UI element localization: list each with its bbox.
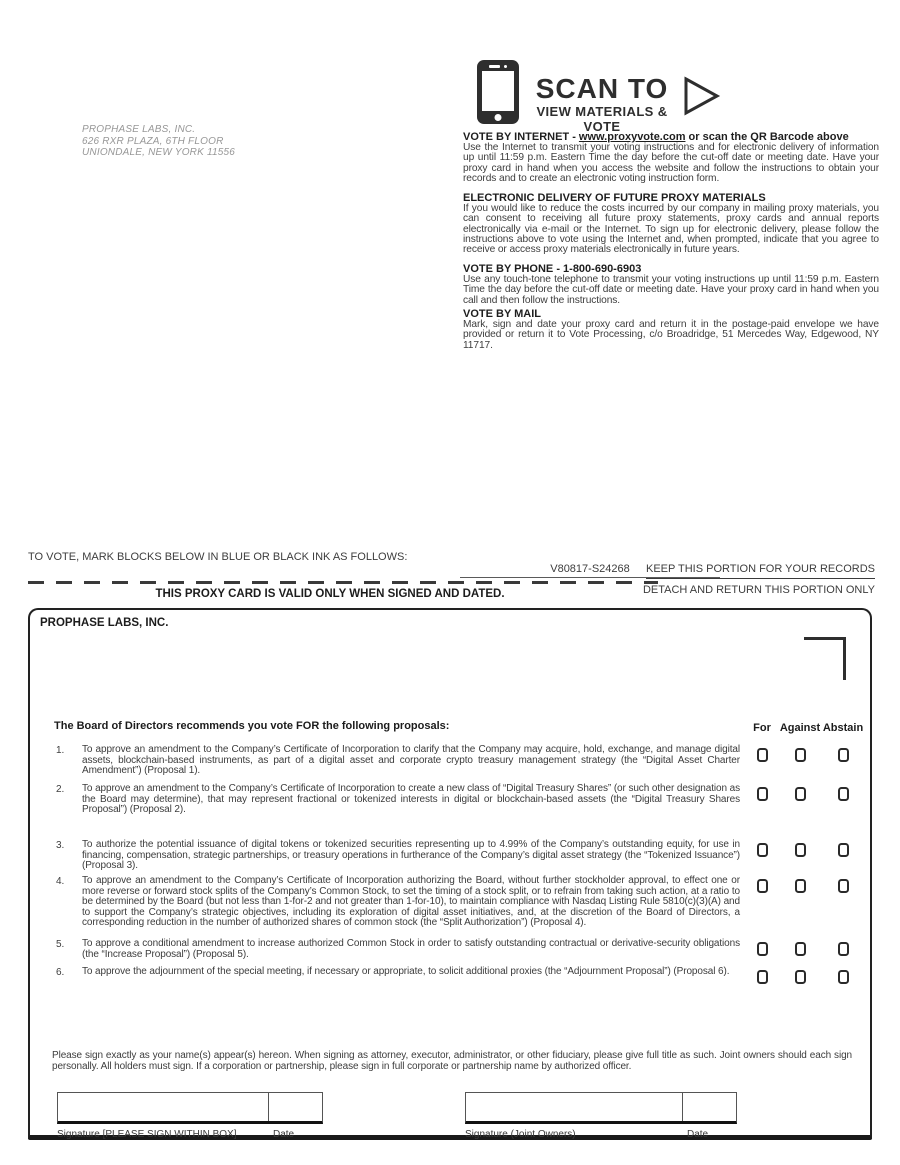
checkbox-proposal-3-against[interactable] [795,843,806,857]
signature-group-primary [57,1092,323,1140]
checkbox-proposal-5-abstain[interactable] [838,942,849,956]
date-input-primary[interactable] [268,1093,322,1121]
signature-box-frame [57,1092,323,1124]
mailing-address [82,124,235,159]
signature-input-primary[interactable] [58,1093,268,1121]
vote-by-mail-heading: VOTE BY MAIL [463,308,542,320]
signature-label-joint: Signature (Joint Owners) [465,1129,576,1140]
scan-to-subtitle: VIEW MATERIALS & VOTE [536,104,668,134]
address-line-3: UNIONDALE, NEW YORK 11556 [82,147,236,158]
checkbox-proposal-6-for[interactable] [757,970,768,984]
vote-by-mail-section [463,308,879,351]
signature-label-primary: Signature [PLEASE SIGN WITHIN BOX] [57,1129,237,1140]
scan-to-title: SCAN TO [535,73,669,104]
vote-by-internet-heading-pre: VOTE BY INTERNET - [463,131,579,143]
proposal-1-number: 1. [56,745,65,756]
detach-note: DETACH AND RETURN THIS PORTION ONLY [642,584,875,596]
board-recommendation: The Board of Directors recommends you vote FOR the following proposals: [54,720,450,732]
checkbox-proposal-6-against[interactable] [795,970,806,984]
checkbox-proposal-4-against[interactable] [795,879,806,893]
proposal-4-text: To approve an amendment to the Company’s Certificate of Incorporation authorizing the Board, without further stockholder approval, to effect one or more reverse or forward stock splits of the Company’s Common Stock, to set the timing of a stock split, or to refrain from taking such action, at a ratio to be determined by the Board (but not less than 1-for-2 and not greater than 1-for-10), to maintain compliance with Nasdaq Listing Rule 5810(c)(3)(A) and to support the Company’s strategic objectives, including its exploration of digital asset initiatives, and, at the discretion of the Board of Directors, a corresponding reduction in the number of authorized shares of common stock (the “Split Authorization”) (Proposal 4). [82,875,740,929]
checkbox-proposal-1-for[interactable] [757,748,768,762]
checkbox-proposal-4-abstain[interactable] [838,879,849,893]
proposal-6-number: 6. [56,967,65,978]
column-header-abstain: Abstain [822,722,864,734]
keep-records-note: KEEP THIS PORTION FOR YOUR RECORDS [646,563,875,579]
signature-group-joint [465,1092,737,1140]
electronic-delivery-section [463,192,879,255]
checkbox-proposal-3-for[interactable] [757,843,768,857]
corner-bracket-mark [804,637,846,680]
proposal-3-number: 3. [56,840,65,851]
proxyvote-link[interactable]: www.proxyvote.com [578,131,686,143]
proxy-card [28,608,872,1140]
vote-by-internet-section [463,131,879,184]
checkbox-proposal-2-against[interactable] [795,787,806,801]
scan-banner [527,74,677,134]
proposal-1-text: To approve an amendment to the Company’s Certificate of Incorporation to clarify that the Company may acquire, hold, exchange, and manage digital assets, blockchain-based instruments, as part of a digital asset and corporate crypto treasury management strategy (the “Digital Asset Charter Amendment”) (Proposal 1). [82,744,740,777]
column-header-against: Against [779,722,821,734]
vote-by-phone-heading: VOTE BY PHONE - 1-800-690-6903 [463,263,642,275]
address-line-2: 626 RXR PLAZA, 6TH FLOOR [82,135,224,147]
perforation-dash-line [28,581,658,584]
checkbox-proposal-4-for[interactable] [757,879,768,893]
mark-instruction: TO VOTE, MARK BLOCKS BELOW IN BLUE OR BLACK INK AS FOLLOWS: [28,551,408,563]
proposal-2-text: To approve an amendment to the Company’s Certificate of Incorporation to create a new class of “Digital Treasury Shares” (or such other designation as the Board may determine), that may represent fractional or tokenized interests in digital or blockchain-based assets (the “Digital Treasury Shares Proposal”) (Proposal 2). [82,783,740,816]
column-header-for: For [753,722,771,734]
signature-box-frame [465,1092,737,1124]
sign-instructions: Please sign exactly as your name(s) appear(s) hereon. When signing as attorney, executor, administrator, or other fiduciary, please give full title as such. Joint owners should each sign personally. All holders must sign. If a corporation or partnership, please sign in full corporate or partnership name by authorized officer. [52,1050,852,1072]
control-number: V80817-S24268 [460,563,720,578]
vote-by-phone-body: Use any touch-tone telephone to transmit your voting instructions up until 11:59 p.m. Eastern Time the day before the cut-off date or meeting date. Have your proxy card in hand when you call and then follow the instructions. [463,274,879,306]
vote-by-phone-section [463,263,879,306]
address-line-1: PROPHASE LABS, INC. [82,124,196,135]
date-label-joint: Date [687,1129,709,1140]
proposal-3-text: To authorize the potential issuance of digital tokens or tokenized securities representing up to 4.99% of the Company’s outstanding equity, for use in financing, compensation, strategic partnerships, or treasury operations in furtherance of the Company’s digital asset strategy (the “Tokenized Issuance”) (Proposal 3). [82,839,740,872]
date-label-primary: Date [273,1129,295,1140]
electronic-delivery-heading: ELECTRONIC DELIVERY OF FUTURE PROXY MATERIALS [463,192,766,204]
proposal-5-number: 5. [56,939,65,950]
proposal-2-number: 2. [56,784,65,795]
date-input-joint[interactable] [682,1093,736,1121]
smartphone-icon [477,60,519,124]
checkbox-proposal-2-for[interactable] [757,787,768,801]
arrow-right-icon [683,74,721,123]
proposal-5-text: To approve a conditional amendment to increase authorized Common Stock in order to satisfy outstanding contractual or derivative-security obligations (the “Increase Proposal”) (Proposal 5). [82,938,740,960]
company-name: PROPHASE LABS, INC. [40,617,169,629]
checkbox-proposal-6-abstain[interactable] [838,970,849,984]
checkbox-proposal-2-abstain[interactable] [838,787,849,801]
vote-by-mail-body: Mark, sign and date your proxy card and return it in the postage-paid envelope we have provided or return it to Vote Processing, c/o Broadridge, 51 Mercedes Way, Edgewood, NY 11717. [463,319,879,351]
checkbox-proposal-5-against[interactable] [795,942,806,956]
proposal-6-text: To approve the adjournment of the special meeting, if necessary or appropriate, to solicit additional proxies (the “Adjournment Proposal”) (Proposal 6). [82,966,730,977]
validity-note: THIS PROXY CARD IS VALID ONLY WHEN SIGNED AND DATED. [155,588,505,600]
signature-input-joint[interactable] [466,1093,682,1121]
vote-by-internet-body: Use the Internet to transmit your voting instructions and for electronic delivery of information up until 11:59 p.m. Eastern Time the day before the cut-off date or meeting date. Have your proxy card in hand when you access the website and follow the instructions to obtain your records and to create an electronic voting instruction form. [463,142,879,184]
vote-by-internet-heading-post: or scan the QR Barcode above [685,131,849,143]
electronic-delivery-body: If you would like to reduce the costs incurred by our company in mailing proxy materials, you can consent to receiving all future proxy statements, proxy cards and annual reports electronically via e-mail or the Internet. To sign up for electronic delivery, please follow the instructions above to vote using the Internet and, when prompted, indicate that you agree to receive or access proxy materials electronically in future years. [463,203,879,256]
checkbox-proposal-1-abstain[interactable] [838,748,849,762]
checkbox-proposal-5-for[interactable] [757,942,768,956]
checkbox-proposal-1-against[interactable] [795,748,806,762]
proposal-4-number: 4. [56,876,65,887]
checkbox-proposal-3-abstain[interactable] [838,843,849,857]
